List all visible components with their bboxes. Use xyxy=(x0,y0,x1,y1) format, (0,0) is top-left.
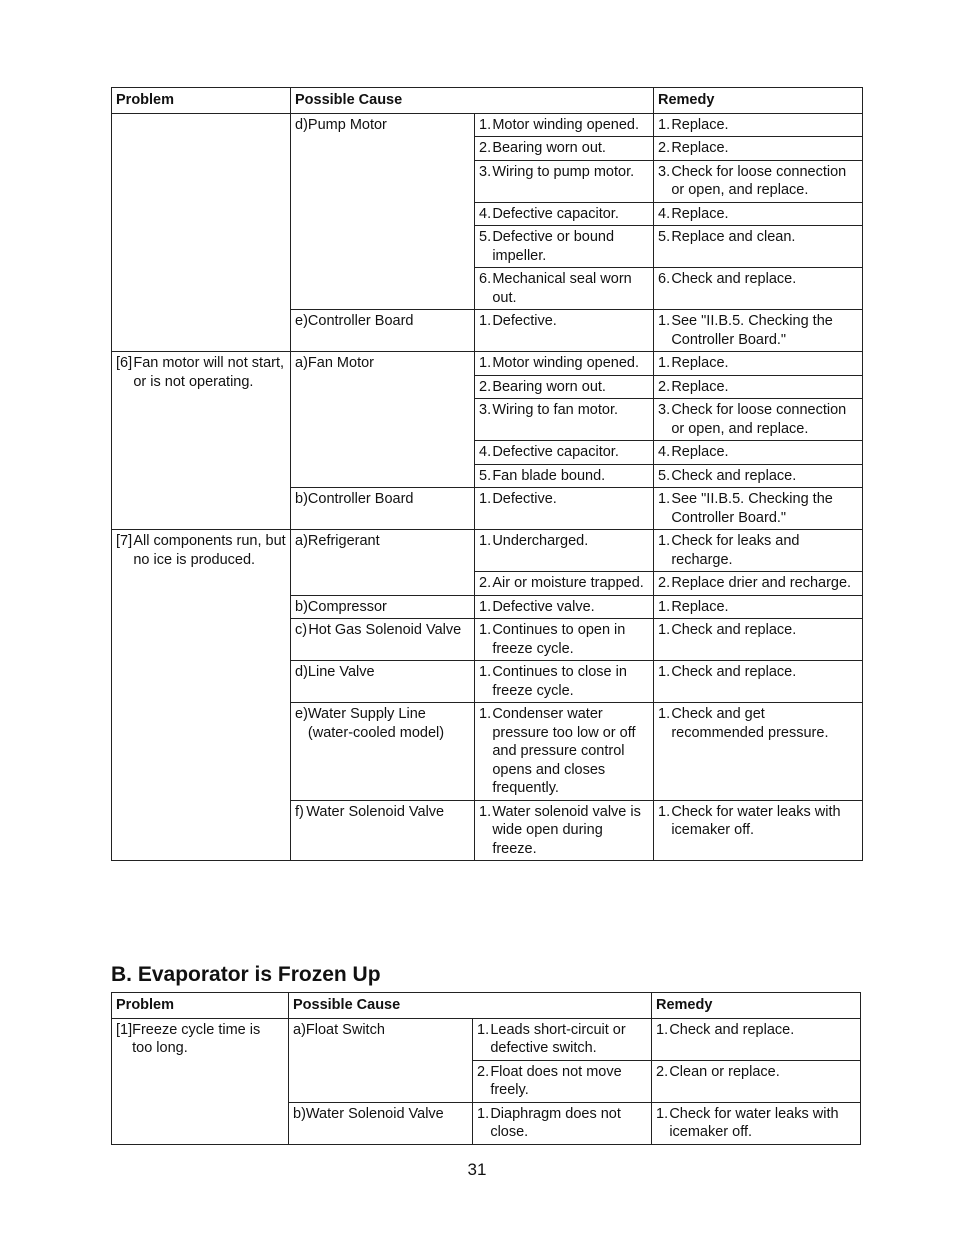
sub-cause-cell: 2. Air or moisture trapped. xyxy=(475,572,654,596)
sub-cause-cell: 2. Bearing worn out. xyxy=(475,375,654,399)
sub-cause-cell: 1. Defective valve. xyxy=(475,595,654,619)
remedy-cell: 3. Check for loose connection or open, and replace. xyxy=(654,399,863,441)
sub-cause-cell: 2. Bearing worn out. xyxy=(475,137,654,161)
troubleshooting-table-a xyxy=(111,87,863,861)
sub-cause-cell: 1. Continues to close in freeze cycle. xyxy=(475,661,654,703)
header-remedy: Remedy xyxy=(654,88,863,114)
remedy-cell: 3. Check for loose connection or open, and replace. xyxy=(654,160,863,202)
header-problem: Problem xyxy=(112,993,289,1019)
problem-cell: [1] Freeze cycle time is too long. xyxy=(112,1018,289,1144)
cause-cell: b) Controller Board xyxy=(291,488,475,530)
sub-cause-cell: 1. Condenser water pressure too low or off and pressure control opens and closes frequently. xyxy=(475,703,654,801)
cause-cell: a) Fan Motor xyxy=(291,352,475,488)
sub-cause-cell: 1. Motor winding opened. xyxy=(475,352,654,376)
sub-cause-cell: 4. Defective capacitor. xyxy=(475,441,654,465)
sub-cause-cell: 1. Motor winding opened. xyxy=(475,113,654,137)
remedy-cell: 1. Check for water leaks with icemaker off. xyxy=(652,1102,861,1144)
remedy-cell: 2. Replace. xyxy=(654,375,863,399)
cause-cell: c) Hot Gas Solenoid Valve xyxy=(291,619,475,661)
cause-cell: d) Line Valve xyxy=(291,661,475,703)
remedy-cell: 6. Check and replace. xyxy=(654,268,863,310)
cause-cell: e) Water Supply Line (water-cooled model) xyxy=(291,703,475,801)
sub-cause-cell: 5. Defective or bound impeller. xyxy=(475,226,654,268)
sub-cause-cell: 1. Continues to open in freeze cycle. xyxy=(475,619,654,661)
remedy-cell: 5. Check and replace. xyxy=(654,464,863,488)
cause-cell: d) Pump Motor xyxy=(291,113,475,310)
sub-cause-cell: 1. Water solenoid valve is wide open during freeze. xyxy=(475,800,654,861)
sub-cause-cell: 1. Leads short-circuit or defective switch. xyxy=(473,1018,652,1060)
header-problem: Problem xyxy=(112,88,291,114)
remedy-cell: 1. Check for water leaks with icemaker off. xyxy=(654,800,863,861)
table-header-row xyxy=(112,993,861,1019)
table-row xyxy=(112,113,863,137)
sub-cause-cell: 1. Undercharged. xyxy=(475,530,654,572)
cause-cell: f) Water Solenoid Valve xyxy=(291,800,475,861)
sub-cause-cell: 2. Float does not move freely. xyxy=(473,1060,652,1102)
sub-cause-cell: 3. Wiring to fan motor. xyxy=(475,399,654,441)
table-row xyxy=(112,530,863,572)
sub-cause-cell: 5. Fan blade bound. xyxy=(475,464,654,488)
remedy-cell: 1. See "II.B.5. Checking the Controller Board." xyxy=(654,488,863,530)
table-row xyxy=(112,352,863,376)
header-possible-cause: Possible Cause xyxy=(291,88,654,114)
problem-cell: [7] All components run, but no ice is produced. xyxy=(112,530,291,861)
remedy-cell: 1. See "II.B.5. Checking the Controller Board." xyxy=(654,310,863,352)
section-heading: B. Evaporator is Frozen Up xyxy=(111,963,381,986)
sub-cause-cell: 1. Defective. xyxy=(475,488,654,530)
cause-cell: a) Refrigerant xyxy=(291,530,475,596)
remedy-cell: 4. Replace. xyxy=(654,441,863,465)
problem-cell-empty xyxy=(112,113,291,352)
cause-cell: b) Compressor xyxy=(291,595,475,619)
remedy-cell: 1. Check and replace. xyxy=(654,661,863,703)
remedy-cell: 2. Replace. xyxy=(654,137,863,161)
sub-cause-cell: 4. Defective capacitor. xyxy=(475,202,654,226)
table-row xyxy=(112,1018,861,1060)
remedy-cell: 1. Check and get recommended pressure. xyxy=(654,703,863,801)
sub-cause-cell: 1. Defective. xyxy=(475,310,654,352)
problem-cell: [6] Fan motor will not start, or is not operating. xyxy=(112,352,291,530)
header-remedy: Remedy xyxy=(652,993,861,1019)
sub-cause-cell: 6. Mechanical seal worn out. xyxy=(475,268,654,310)
remedy-cell: 1. Replace. xyxy=(654,595,863,619)
troubleshooting-table-b xyxy=(111,992,861,1145)
remedy-cell: 1. Replace. xyxy=(654,113,863,137)
cause-cell: e) Controller Board xyxy=(291,310,475,352)
header-possible-cause: Possible Cause xyxy=(289,993,652,1019)
remedy-cell: 2. Clean or replace. xyxy=(652,1060,861,1102)
cause-cell: a) Float Switch xyxy=(289,1018,473,1102)
remedy-cell: 4. Replace. xyxy=(654,202,863,226)
cause-cell: b) Water Solenoid Valve xyxy=(289,1102,473,1144)
remedy-cell: 1. Check and replace. xyxy=(654,619,863,661)
remedy-cell: 2. Replace drier and recharge. xyxy=(654,572,863,596)
sub-cause-cell: 1. Diaphragm does not close. xyxy=(473,1102,652,1144)
sub-cause-cell: 3. Wiring to pump motor. xyxy=(475,160,654,202)
remedy-cell: 5. Replace and clean. xyxy=(654,226,863,268)
table-header-row xyxy=(112,88,863,114)
remedy-cell: 1. Replace. xyxy=(654,352,863,376)
remedy-cell: 1. Check for leaks and recharge. xyxy=(654,530,863,572)
page-number: 31 xyxy=(467,1160,487,1179)
remedy-cell: 1. Check and replace. xyxy=(652,1018,861,1060)
